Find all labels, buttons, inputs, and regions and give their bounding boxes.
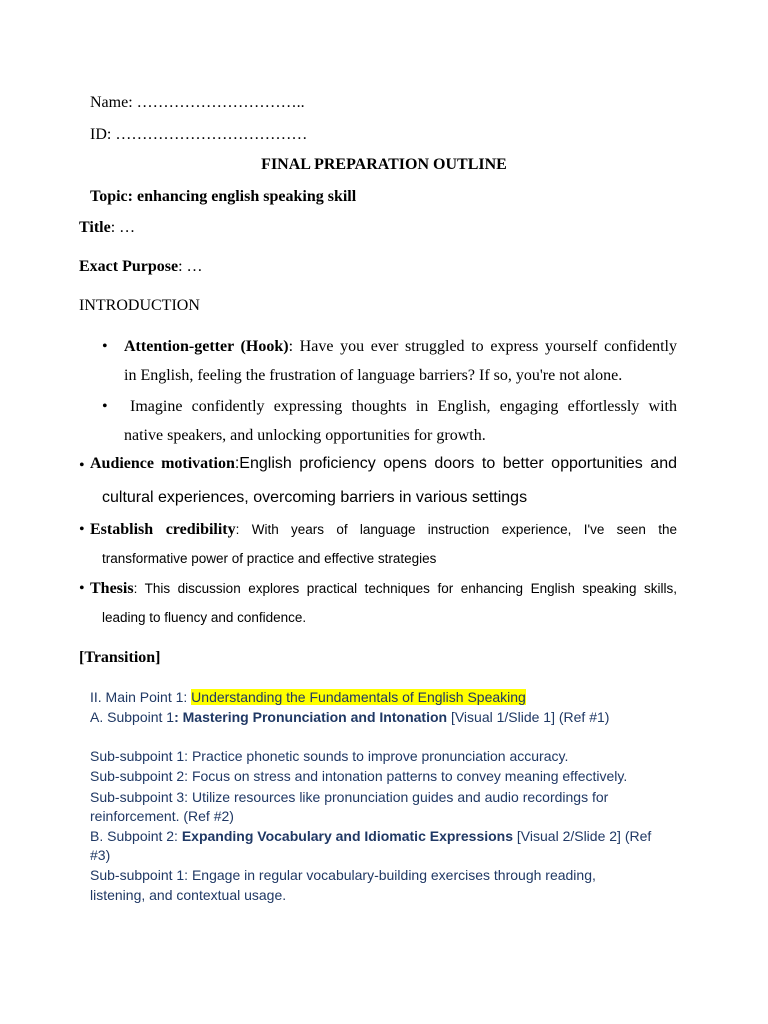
bullet-icon: • (79, 580, 85, 597)
title-line (79, 219, 135, 237)
subpoint-b-title: Expanding Vocabulary and Idiomatic Expressions (181, 828, 514, 844)
thesis-label: Thesis (90, 580, 134, 597)
topic-line (90, 188, 356, 206)
motivation-line-1: Audience motivation:English proficiency opens doors to better opportunities and (90, 455, 677, 472)
hook-line-1: Attention-getter (Hook): Have you ever struggled to express yourself confidently (124, 338, 677, 355)
thesis-line-1: Thesis: This discussion explores practical techniques for enhancing English speaking skills, (90, 580, 677, 597)
credibility-line-1: Establish credibility: With years of language instruction experience, I've seen the (90, 521, 677, 538)
topic-value: enhancing english speaking skill (132, 188, 357, 205)
subpoint-b: B. Subpoint 2: Expanding Vocabulary and Idiomatic Expressions [Visual 2/Slide 2] (Ref (90, 828, 652, 844)
subpoint-b-refs-continued: #3) (90, 847, 111, 863)
purpose-label: Exact Purpose (79, 258, 179, 275)
sub-subpoint-b1-line-1: Sub-subpoint 1: Engage in regular vocabulary-building exercises through reading, (90, 867, 596, 883)
credibility-label: Establish credibility (90, 521, 236, 538)
id-field-label: ID: ……………………………… (90, 126, 308, 143)
main-point-1-highlight: Understanding the Fundamentals of English Speaking (191, 689, 526, 705)
title-label: Title (79, 219, 111, 236)
motivation-label: Audience motivation (90, 455, 235, 472)
thesis-line-2: leading to fluency and confidence. (102, 610, 307, 625)
subpoint-a-title: : Mastering Pronunciation and Intonation (174, 709, 448, 725)
bullet-icon: • (102, 398, 108, 415)
purpose-value: : … (178, 258, 203, 275)
sub-subpoint-3-line-2: reinforcement. (Ref #2) (90, 808, 234, 824)
main-point-1: II. Main Point 1: Understanding the Fundamentals of English Speaking (90, 689, 526, 705)
purpose-line (79, 258, 203, 276)
bullet-icon: • (79, 457, 85, 474)
transition-marker: [Transition] (79, 649, 161, 666)
name-field-label: Name: ………………………….. (90, 94, 305, 111)
imagine-line-1: Imagine confidently expressing thoughts in English, engaging effortlessly with (130, 398, 677, 415)
bullet-icon: • (79, 521, 85, 538)
sub-subpoint-2: Sub-subpoint 2: Focus on stress and intonation patterns to convey meaning effectively. (90, 768, 628, 784)
hook-label: Attention-getter (Hook) (124, 338, 289, 355)
credibility-line-2: transformative power of practice and effective strategies (102, 551, 437, 566)
subpoint-a: A. Subpoint 1: Mastering Pronunciation and Intonation [Visual 1/Slide 1] (Ref #1) (90, 709, 610, 725)
topic-label: Topic: (90, 188, 133, 205)
sub-subpoint-1: Sub-subpoint 1: Practice phonetic sounds to improve pronunciation accuracy. (90, 748, 569, 764)
sub-subpoint-3-line-1: Sub-subpoint 3: Utilize resources like pronunciation guides and audio recordings for (90, 789, 609, 805)
sub-subpoint-b1-line-2: listening, and contextual usage. (90, 887, 287, 903)
document-title: FINAL PREPARATION OUTLINE (261, 156, 507, 173)
bullet-icon: • (102, 338, 108, 355)
imagine-line-2: native speakers, and unlocking opportunities for growth. (124, 427, 486, 444)
hook-line-2: in English, feeling the frustration of language barriers? If so, you're not alone. (124, 367, 623, 384)
motivation-line-2: cultural experiences, overcoming barriers in various settings (102, 489, 528, 506)
introduction-heading: INTRODUCTION (79, 297, 200, 314)
title-value: : … (110, 219, 136, 236)
